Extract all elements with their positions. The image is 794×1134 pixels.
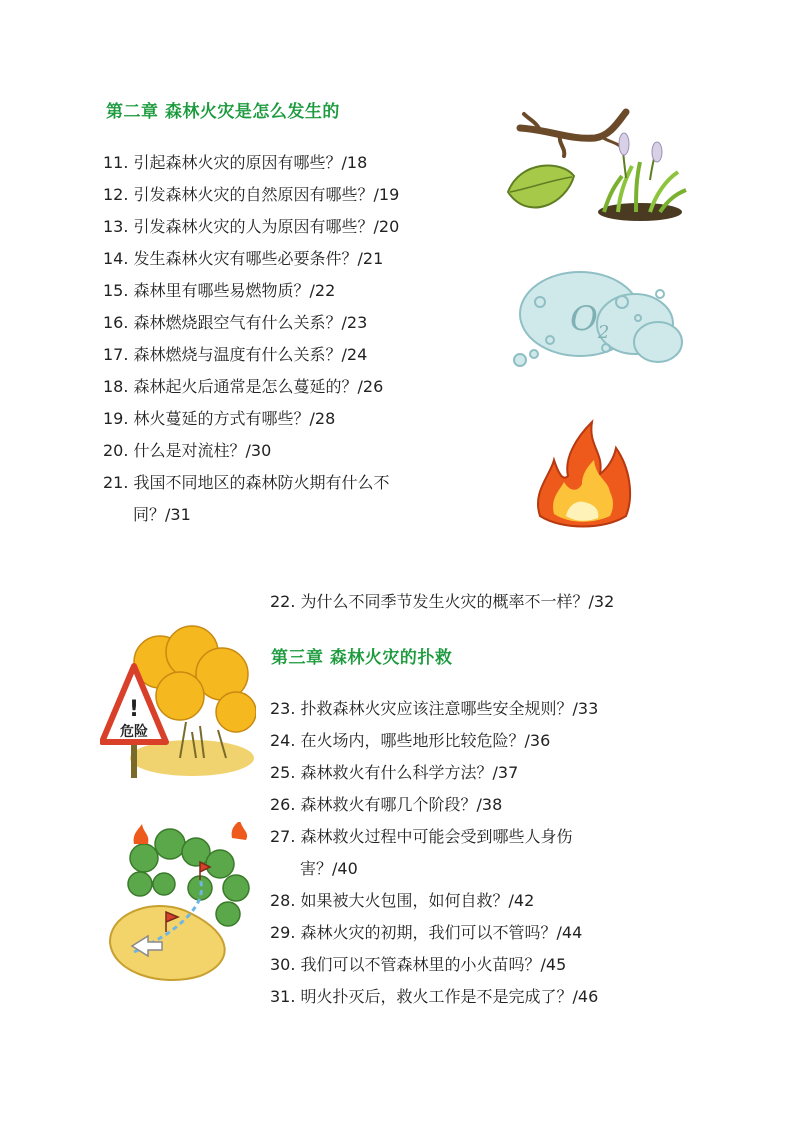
toc-item[interactable]: [103, 216, 399, 238]
toc-item[interactable]: [103, 472, 390, 526]
toc-item[interactable]: [270, 954, 566, 976]
toc-item-label: 13. 引发森林火灾的人为原因有哪些？/20: [103, 217, 400, 236]
toc-item[interactable]: [270, 698, 598, 720]
toc-item[interactable]: [103, 280, 335, 302]
toc-item-label: 21. 我国不同地区的森林防火期有什么不: [103, 473, 390, 492]
toc-item[interactable]: [103, 408, 335, 430]
fire-icon: [530, 418, 640, 533]
oxygen-symbol: O: [570, 299, 598, 339]
toc-item-label: 20. 什么是对流柱？/30: [103, 441, 272, 460]
toc-item[interactable]: [103, 344, 367, 366]
fuel-illustration: [500, 100, 690, 230]
chapter-2-title: 第二章 森林火灾是怎么发生的: [106, 102, 340, 122]
toc-item-label: 26. 森林救火有哪几个阶段？/38: [270, 795, 503, 814]
toc-item[interactable]: [103, 312, 367, 334]
danger-sign-illustration: [100, 622, 256, 782]
toc-item[interactable]: [103, 376, 383, 398]
toc-item-label: 27. 森林救火过程中可能会受到哪些人身伤: [270, 827, 573, 846]
toc-item[interactable]: [103, 440, 271, 462]
toc-item-continuation: 害？/40: [300, 859, 358, 878]
oxygen-cloud-illustration: [510, 262, 685, 372]
toc-item-label: 28. 如果被大火包围，如何自救？/42: [270, 891, 535, 910]
toc-item-label: 29. 森林火灾的初期，我们可以不管吗？/44: [270, 923, 583, 942]
toc-item[interactable]: [270, 591, 614, 613]
chapter-3-title: 第三章 森林火灾的扑救: [271, 648, 453, 668]
toc-item[interactable]: [270, 922, 582, 944]
toc-item-label: 23. 扑救森林火灾应该注意哪些安全规则？/33: [270, 699, 599, 718]
toc-item-label: 17. 森林燃烧与温度有什么关系？/24: [103, 345, 368, 364]
branch-icon: [520, 112, 626, 156]
toc-item-label: 19. 林火蔓延的方式有哪些？/28: [103, 409, 336, 428]
toc-item[interactable]: [270, 762, 518, 784]
toc-item-label: 24. 在火场内，哪些地形比较危险？/36: [270, 731, 551, 750]
toc-item[interactable]: [103, 184, 399, 206]
toc-item-label: 15. 森林里有哪些易燃物质？/22: [103, 281, 336, 300]
toc-item[interactable]: [270, 794, 502, 816]
toc-item-label: 22. 为什么不同季节发生火灾的概率不一样？/32: [270, 592, 615, 611]
toc-item-label: 14. 发生森林火灾有哪些必要条件？/21: [103, 249, 384, 268]
oxygen-subscript: 2: [597, 322, 610, 343]
grass-icon: [598, 133, 686, 221]
toc-item-label: 18. 森林起火后通常是怎么蔓延的？/26: [103, 377, 384, 396]
toc-item[interactable]: [270, 826, 573, 880]
toc-item-continuation: 同？/31: [133, 505, 191, 524]
toc-item-label: 11. 引起森林火灾的原因有哪些？/18: [103, 153, 368, 172]
escape-route-illustration: [104, 822, 262, 982]
toc-item[interactable]: [103, 248, 383, 270]
toc-item[interactable]: [103, 152, 367, 174]
toc-item[interactable]: [270, 890, 534, 912]
toc-item[interactable]: [270, 730, 550, 752]
toc-item-label: 30. 我们可以不管森林里的小火苗吗？/45: [270, 955, 567, 974]
leaf-icon: [508, 165, 574, 207]
warning-mark: !: [128, 697, 140, 722]
toc-item-label: 12. 引发森林火灾的自然原因有哪些？/19: [103, 185, 400, 204]
toc-item-label: 16. 森林燃烧跟空气有什么关系？/23: [103, 313, 368, 332]
toc-item[interactable]: [270, 986, 598, 1008]
toc-item-label: 31. 明火扑灭后，救火工作是不是完成了？/46: [270, 987, 599, 1006]
toc-item-label: 25. 森林救火有什么科学方法？/37: [270, 763, 519, 782]
warning-sign-text: 危险: [120, 724, 148, 740]
